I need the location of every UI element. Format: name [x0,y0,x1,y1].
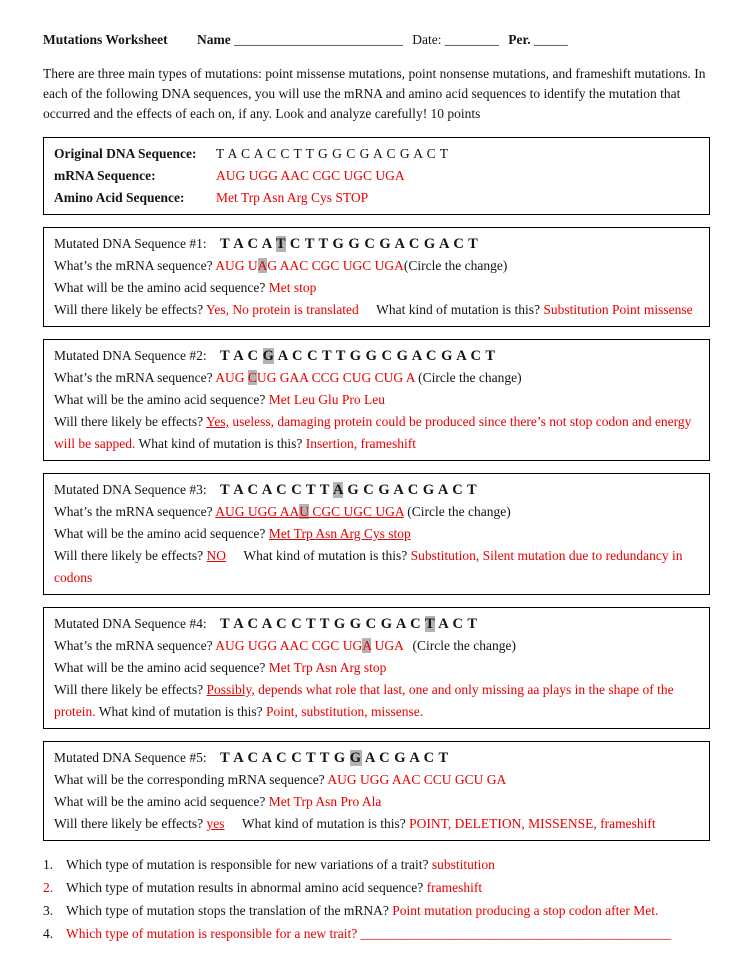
dna-post: G C G A C G A C T [343,482,478,498]
question-text: Which type of mutation stops the translation of the mRNA? [66,903,389,918]
questions-section [43,853,710,945]
dna-post: C T T G G C G A C G A C T [285,236,479,252]
mutated-box-3 [43,473,710,595]
mrna-answer [215,504,404,519]
mrna-answer [215,258,404,273]
effects-answer: Yes, No protein is translated [206,302,359,317]
mrna-pre: AUG [215,370,248,385]
dna-post: A C G A C T [361,750,449,766]
mrna-pre: AUG UGG AAC CGC UG [215,638,363,653]
aa-question: What will be the amino acid sequence? [54,794,266,809]
mutated-title: Mutated DNA Sequence #3: [54,482,207,497]
kind-question: What kind of mutation is this? [243,548,408,563]
mrna-answer [215,370,415,385]
original-sequence-box [43,137,710,215]
dna-pre: T A C A C C T T G [219,750,350,766]
highlighted-base: C [247,370,257,385]
question-number: 2. [43,880,54,895]
dna-pre: T A C A C C T T [219,482,334,498]
kind-question: What kind of mutation is this? [241,816,406,831]
mrna-answer: AUG UGG AAC CCU GCU GA [327,772,507,787]
original-dna-label: Original DNA Sequence: [54,146,197,161]
mrna-post: UG GAA CCG CUG CUG A [256,370,415,385]
dna-sequence [220,616,478,632]
mrna-question: What’s the mRNA sequence? [54,504,213,519]
aa-answer: Met Leu Glu Pro Leu [268,392,386,407]
aa-answer: Met Trp Asn Pro Ala [268,794,382,809]
mutated-box-1 [43,227,710,327]
dna-sequence [220,348,496,364]
question-2 [43,876,710,899]
date-label: Date: [412,32,442,47]
dna-pre: T A C A C C T T G G C G A C [219,616,425,632]
question-number: 4. [43,926,54,941]
aa-answer: Met stop [268,280,317,295]
original-aa-sequence: Met Trp Asn Arg Cys STOP [216,190,369,205]
question-number: 1. [43,857,54,872]
highlighted-base: A [362,638,372,653]
date-blank: ________ [444,32,499,47]
highlighted-base: G [262,348,275,364]
kind-answer: Substitution Point missense [543,302,693,317]
highlighted-base: U [299,504,309,519]
mutated-title: Mutated DNA Sequence #1: [54,236,207,251]
highlighted-base: A [333,482,344,498]
dna-post: A C T [434,616,478,632]
mutated-box-5 [43,741,710,841]
mutated-box-4 [43,607,710,729]
mrna-question: What’s the mRNA sequence? [54,370,213,385]
question-text: Which type of mutation is responsible for new variations of a trait? [66,857,429,872]
aa-answer: Met Trp Asn Arg stop [268,660,387,675]
mrna-pre: AUG U [215,258,258,273]
highlighted-base: T [275,236,286,252]
mutated-title: Mutated DNA Sequence #2: [54,348,207,363]
original-mrna-label: mRNA Sequence: [54,168,156,183]
name-blank: _________________________ [234,32,403,47]
aa-question: What will be the amino acid sequence? [54,660,266,675]
original-mrna-sequence: AUG UGG AAC CGC UGC UGA [216,168,405,183]
circle-note: (Circle the change) [418,370,522,385]
mutated-title: Mutated DNA Sequence #4: [54,616,207,631]
header [43,30,710,50]
question-answer: frameshift [426,880,483,895]
mrna-post: UGA [371,638,404,653]
effects-answer: NO [206,548,227,563]
aa-answer: Met Trp Asn Arg Cys stop [268,526,411,541]
question-text: Which type of mutation results in abnormal amino acid sequence? [66,880,424,895]
mrna-post: G AAC CGC UGC UGA [267,258,404,273]
circle-note: (Circle the change) [412,638,516,653]
circle-note: (Circle the change) [403,258,508,273]
effects-question: Will there likely be effects? [54,548,204,563]
question-1 [43,853,710,876]
circle-note: (Circle the change) [407,504,511,519]
dna-post: A C C T T G G C G A C G A C T [274,348,496,364]
kind-question: What kind of mutation is this? [376,302,540,317]
aa-question: What will be the amino acid sequence? [54,392,266,407]
question-number: 3. [43,903,54,918]
original-aa-label: Amino Acid Sequence: [54,190,185,205]
aa-question: What will be the amino acid sequence? [54,280,266,295]
original-dna-sequence: T A C A C C T T G G C G A C G A C T [216,146,449,161]
dna-sequence [220,750,449,766]
per-blank: _____ [534,32,568,47]
mutated-title: Mutated DNA Sequence #5: [54,750,207,765]
dna-pre: T A C A [219,236,276,252]
dna-pre: T A C [219,348,263,364]
mrna-question: What’s the mRNA sequence? [54,258,213,273]
kind-answer: Substitution, Silent mutation due to redundancy in codons [54,548,683,585]
answer-blank: ______________________________________________ [360,926,672,941]
effects-question: Will there likely be effects? [54,682,204,697]
effects-question: Will there likely be effects? [54,302,204,317]
dna-sequence [220,482,477,498]
highlighted-base: T [424,616,435,632]
effects-answer-lead: Possibly, [206,682,255,697]
question-text: Which type of mutation is responsible for a new trait? [66,926,358,941]
effects-answer: useless, damaging protein could be produced since there’s not stop codon and energy will be sapped. [54,414,692,451]
mrna-question: What will be the corresponding mRNA sequence? [54,772,325,787]
worksheet-title: Mutations Worksheet [43,32,168,47]
mrna-pre: AUG UGG AA [215,504,300,519]
intro-paragraph: There are three main types of mutations: point missense mutations, point nonsense mutations, and frameshift mutations. In each of the following DNA sequences, you will use the mRNA and amino acid sequences to identify the mutation that occurred and the effects of each on, if any. Look and analyze carefully! 10 points [43,66,706,121]
effects-question: Will there likely be effects? [54,414,204,429]
dna-sequence [220,236,478,252]
kind-answer: Insertion, frameshift [305,436,416,451]
kind-answer: Point, substitution, missense. [266,704,424,719]
mutated-box-2 [43,339,710,461]
mrna-post: CGC UGC UGA [308,504,404,519]
question-4 [43,922,710,945]
highlighted-base: A [257,258,268,273]
question-answer: Point mutation producing a stop codon after Met. [392,903,659,918]
effects-answer: depends what role that last, one and only missing aa plays in the shape of the protein. [54,682,674,719]
per-label: Per. [508,32,531,47]
kind-question: What kind of mutation is this? [98,704,263,719]
aa-question: What will be the amino acid sequence? [54,526,266,541]
name-label: Name [197,32,231,47]
effects-answer-lead: Yes, [206,414,230,429]
effects-answer: yes [206,816,225,831]
highlighted-base: G [349,750,362,766]
kind-answer: POINT, DELETION, MISSENSE, frameshift [409,816,656,831]
question-3 [43,899,710,922]
mrna-answer [215,638,403,653]
effects-question: Will there likely be effects? [54,816,204,831]
question-answer: substitution [431,857,495,872]
mrna-question: What’s the mRNA sequence? [54,638,213,653]
kind-question: What kind of mutation is this? [138,436,303,451]
